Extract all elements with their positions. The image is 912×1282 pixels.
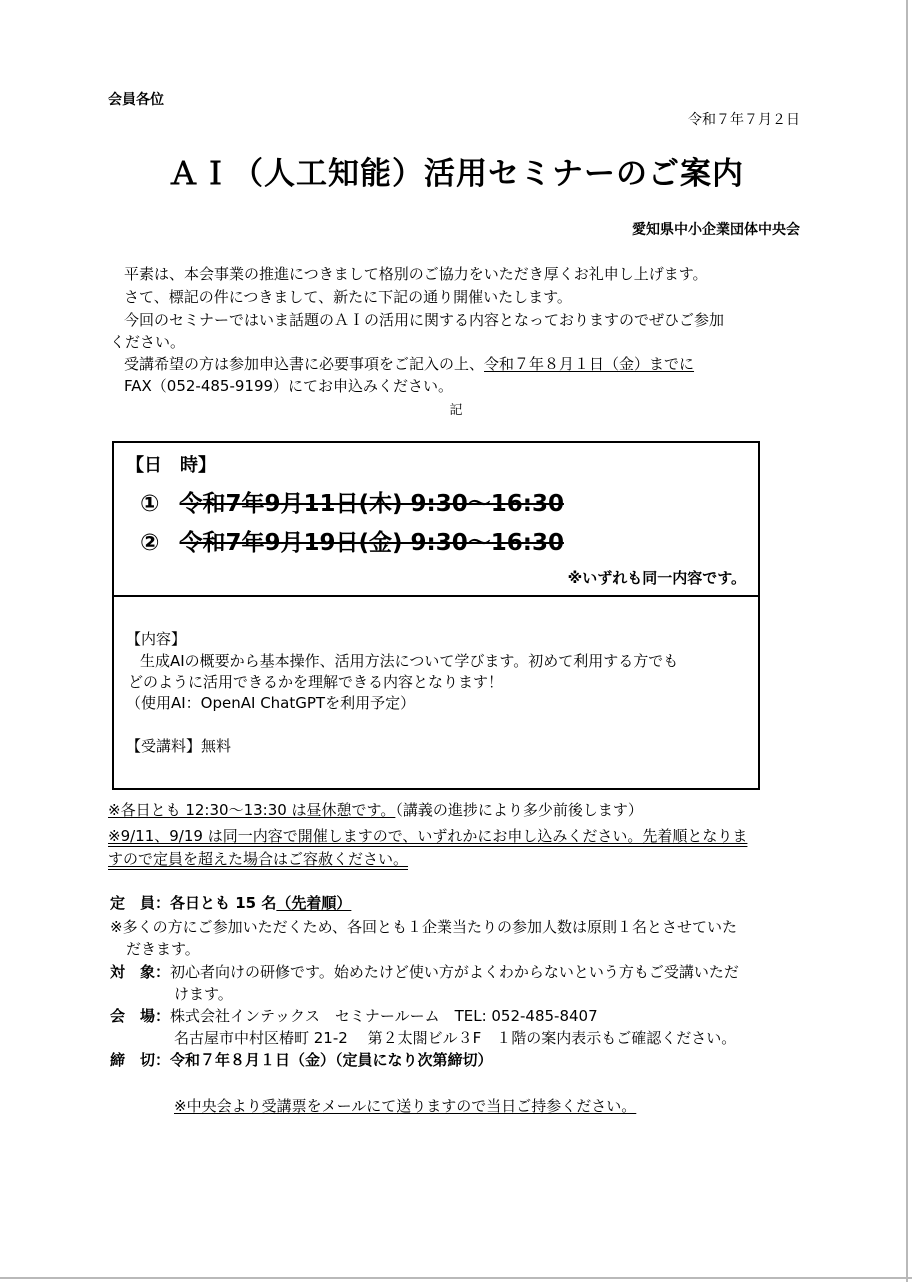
- intro-line-5-text: 受講希望の方は参加申込書に必要事項をご記入の上、: [124, 355, 485, 373]
- intro-line-1: 平素は、本会事業の推進につきまして格別のご協力をいただき厚くお礼申し上げます。: [124, 265, 708, 283]
- recipient: 会員各位: [108, 92, 164, 108]
- session-2: [140, 524, 564, 557]
- deadline: [110, 1049, 493, 1070]
- venue-value-2: 名古屋市中村区椿町 21-2 第２太閤ビル３F １階の案内表示もご確認ください。: [174, 1029, 737, 1047]
- deadline-label: 締 切：: [110, 1051, 171, 1069]
- session-2-datetime: 令和7年9月19日(金) 9:30～16:30: [179, 530, 564, 556]
- session-1-number: ①: [140, 491, 160, 517]
- session-1: [140, 485, 564, 518]
- capacity-note-2: だきます。: [126, 940, 200, 958]
- box-divider: [114, 595, 758, 597]
- page-title: ＡＩ（人工知能）活用セミナーのご案内: [168, 156, 744, 192]
- content-line-1: 生成AIの概要から基本操作、活用方法について学びます。初めて利用する方でも: [140, 652, 679, 670]
- fee-value: 無料: [201, 737, 232, 755]
- fee-label: 【受講料】: [126, 737, 202, 755]
- target-label: 対 象：: [110, 963, 171, 981]
- venue-value-1: 株式会社インテックス セミナールーム TEL: 052-485-8407: [170, 1007, 598, 1025]
- break-note: [108, 799, 643, 820]
- schedule-heading: 【日 時】: [126, 455, 216, 476]
- intro-line-4: ください。: [110, 333, 186, 351]
- content-heading: 【内容】: [126, 630, 187, 648]
- session-1-datetime: 令和7年9月11日(木) 9:30～16:30: [179, 491, 564, 517]
- schedule-box: [112, 441, 760, 790]
- capacity-note-1: ※多くの方にご参加いただくため、各回とも１企業当たりの参加人数は原則１名とさせていた: [110, 918, 737, 936]
- venue-label: 会 場：: [110, 1007, 171, 1025]
- target: [110, 961, 739, 982]
- capacity-value: 各日とも 15 名: [170, 894, 277, 912]
- session-2-number: ②: [140, 530, 160, 556]
- sender: 愛知県中小企業団体中央会: [632, 222, 800, 238]
- intro-line-6: FAX（052-485-9199）にてお申込みください。: [124, 377, 454, 395]
- fee: [126, 735, 231, 756]
- issue-date: 令和７年７月２日: [688, 112, 800, 128]
- intro-line-2: さて、標記の件につきまして、新たに下記の通り開催いたします。: [124, 288, 572, 306]
- break-note-sub: （講義の進捗により多少前後します）: [395, 801, 643, 819]
- ki-heading: 記: [449, 403, 463, 418]
- same-content-note-2: すので定員を超えた場合はご容赦ください。: [108, 850, 409, 868]
- venue: [110, 1005, 598, 1026]
- intro-line-3: 今回のセミナーではいま話題のＡＩの活用に関する内容となっておりますのでぜひご参加: [124, 311, 725, 329]
- schedule-note: ※いずれも同一内容です。: [567, 569, 746, 587]
- target-value-2: けます。: [174, 985, 233, 1003]
- capacity: [110, 892, 351, 913]
- intro-line-5: [124, 353, 694, 374]
- footer-note: ※中央会より受講票をメールにて送りますので当日ご持参ください。: [174, 1097, 637, 1115]
- application-deadline: 令和７年８月１日（金）までに: [484, 355, 695, 373]
- content-line-3: （使用AI：OpenAI ChatGPTを利用予定）: [126, 694, 416, 712]
- same-content-note-1: ※9/11、9/19 は同一内容で開催しますので、いずれかにお申し込みください。先着順となりま: [108, 827, 748, 845]
- deadline-value: 令和７年８月１日（金）（定員になり次第締切）: [170, 1051, 493, 1069]
- content-line-2: どのように活用できるかを理解できる内容となります！: [128, 673, 504, 691]
- page-edge-bottom: [0, 1277, 912, 1279]
- capacity-label: 定 員：: [110, 894, 171, 912]
- break-note-main: ※各日とも 12:30～13:30 は昼休憩です。: [108, 801, 396, 819]
- target-value-1: 初心者向けの研修です。始めたけど使い方がよくわからないという方もご受講いただ: [170, 963, 739, 981]
- capacity-paren: （先着順）: [276, 894, 352, 912]
